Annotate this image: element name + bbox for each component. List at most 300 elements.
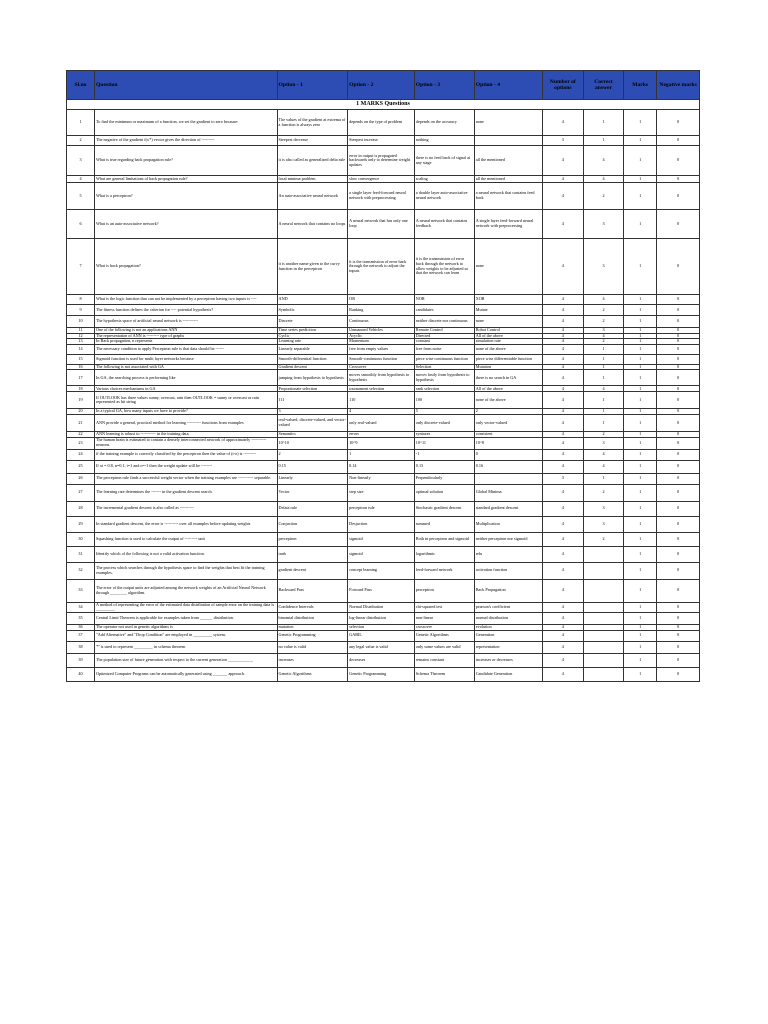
cell-correct-answer: 1: [584, 414, 624, 431]
cell-negative-marks: 0: [657, 516, 700, 532]
cell-option-3: Genetic Algorithms: [414, 630, 474, 641]
cell-number-of-options: 4: [542, 602, 583, 612]
cell-question: ANN provide a general, practical method for learning ---------- functions from examples: [94, 414, 277, 431]
cell-option-3: only some values are valid: [414, 641, 474, 653]
cell-correct-answer: [584, 612, 624, 624]
cell-marks: 1: [623, 630, 656, 641]
cell-question: If OUTLOOK has three values sunny, overcast, rain then OUTLOOK = sunny or overcast or rain represented as bit string: [94, 392, 277, 409]
table-row: [67, 210, 700, 239]
table-row: [67, 473, 700, 484]
cell-option-3: perceptron: [414, 579, 474, 602]
cell-option-4: All of the above: [474, 333, 542, 339]
cell-number-of-options: 3: [542, 136, 583, 146]
cell-sl-no: 19: [67, 392, 95, 409]
cell-correct-answer: 4: [584, 146, 624, 176]
cell-option-3: 0.13: [414, 460, 474, 473]
cell-option-4: 10^8: [474, 437, 542, 449]
table-row: [67, 136, 700, 146]
cell-option-1: Discrete: [277, 316, 348, 328]
cell-option-4: [474, 136, 542, 146]
cell-question: '*' is used to represent _________ in schema theorem: [94, 641, 277, 653]
cell-option-1: An auto-associative neural network: [277, 183, 348, 210]
cell-option-3: A neural network that contains feedback: [414, 210, 474, 239]
header-option-2: Option - 2: [348, 71, 415, 100]
cell-option-1: increases: [277, 653, 348, 667]
cell-option-4: only vector-valued: [474, 414, 542, 431]
cell-option-2: Forward Pass: [348, 579, 415, 602]
cell-option-1: Conjuction: [277, 516, 348, 532]
cell-marks: 1: [623, 653, 656, 667]
cell-option-2: slow convergence: [348, 176, 415, 183]
cell-question: The negative of the gradient f(x*) vector gives the direction of ---------: [94, 136, 277, 146]
cell-number-of-options: 3: [542, 473, 583, 484]
cell-negative-marks: 0: [657, 612, 700, 624]
table-row: [67, 532, 700, 546]
table-row: [67, 354, 700, 364]
cell-number-of-options: 4: [542, 414, 583, 431]
table-row: [67, 449, 700, 460]
cell-option-3: non-linear: [414, 612, 474, 624]
cell-marks: 1: [623, 473, 656, 484]
cell-marks: 1: [623, 579, 656, 602]
cell-sl-no: 24: [67, 449, 95, 460]
cell-option-4: Candidate Generation: [474, 667, 542, 681]
cell-number-of-options: 4: [542, 437, 583, 449]
cell-sl-no: 18: [67, 386, 95, 392]
cell-number-of-options: 4: [542, 344, 583, 354]
cell-option-1: tanh: [277, 546, 348, 562]
cell-sl-no: 28: [67, 501, 95, 516]
cell-question: In a typical GA, how many inputs we have to provide?: [94, 409, 277, 415]
cell-option-4: piece wise differentiable function: [474, 354, 542, 364]
table-row: [67, 146, 700, 176]
cell-question: Squashing function is used to calculate the output of --------- unit: [94, 532, 277, 546]
cell-option-2: 4: [348, 409, 415, 415]
cell-question: What is a perceptron?: [94, 183, 277, 210]
cell-option-1: real-valued, discrete-valued, and vector-valued: [277, 414, 348, 431]
cell-negative-marks: 0: [657, 562, 700, 579]
cell-correct-answer: 2: [584, 532, 624, 546]
cell-option-4: pearson's coefficient: [474, 602, 542, 612]
cell-option-4: Generation: [474, 630, 542, 641]
cell-negative-marks: 0: [657, 460, 700, 473]
cell-option-2: decreases: [348, 653, 415, 667]
cell-sl-no: 22: [67, 431, 95, 437]
cell-question: If xi = 0.8, n=0.1, t=1 and o=-1 then the weight update will be --------: [94, 460, 277, 473]
cell-question: The following is not associated with GA: [94, 364, 277, 370]
cell-negative-marks: 0: [657, 484, 700, 501]
cell-number-of-options: 4: [542, 339, 583, 345]
cell-option-3: Schema Theorem: [414, 667, 474, 681]
table-row: [67, 653, 700, 667]
cell-marks: 1: [623, 328, 656, 334]
cell-marks: 1: [623, 333, 656, 339]
cell-negative-marks: 0: [657, 183, 700, 210]
cell-marks: 1: [623, 316, 656, 328]
table-row: [67, 667, 700, 681]
cell-option-1: Time series prediction: [277, 328, 348, 334]
cell-marks: 1: [623, 136, 656, 146]
cell-option-3: piece wise continuous function: [414, 354, 474, 364]
cell-marks: 1: [623, 641, 656, 653]
cell-option-3: constant: [414, 339, 474, 345]
cell-correct-answer: 3: [584, 437, 624, 449]
cell-sl-no: 14: [67, 344, 95, 354]
cell-correct-answer: [584, 667, 624, 681]
cell-option-4: normal distribution: [474, 612, 542, 624]
cell-correct-answer: 1: [584, 136, 624, 146]
cell-question: The population size of future generation with respect to the current generation ____________: [94, 653, 277, 667]
header-option-3: Option - 3: [414, 71, 474, 100]
cell-option-4: Global Minima: [474, 484, 542, 501]
cell-sl-no: 17: [67, 370, 95, 386]
cell-option-1: it is another name given to the curvy function in the perceptron: [277, 239, 348, 295]
cell-negative-marks: 0: [657, 624, 700, 630]
cell-option-4: none of the above: [474, 392, 542, 409]
cell-correct-answer: 3: [584, 328, 624, 334]
cell-marks: 1: [623, 210, 656, 239]
cell-question: A method of representing the error of the estimated data distribution of sample error on the training data is _________: [94, 602, 277, 612]
cell-number-of-options: 4: [542, 484, 583, 501]
cell-correct-answer: 4: [584, 460, 624, 473]
cell-option-1: Genetic Programming: [277, 630, 348, 641]
cell-option-4: relu: [474, 546, 542, 562]
cell-marks: 1: [623, 409, 656, 415]
cell-option-3: optimal solution: [414, 484, 474, 501]
cell-correct-answer: 4: [584, 295, 624, 305]
cell-option-1: Proportionate selection: [277, 386, 348, 392]
cell-marks: 1: [623, 364, 656, 370]
cell-sl-no: 9: [67, 305, 95, 316]
cell-option-1: Delata rule: [277, 501, 348, 516]
cell-marks: 1: [623, 532, 656, 546]
cell-number-of-options: 4: [542, 305, 583, 316]
cell-option-3: free from noise: [414, 344, 474, 354]
cell-negative-marks: 0: [657, 316, 700, 328]
cell-option-2: free from empty values: [348, 344, 415, 354]
cell-marks: 1: [623, 501, 656, 516]
cell-option-3: moves fastly from hypothesis to hypothesis: [414, 370, 474, 386]
cell-option-4: 0.16: [474, 460, 542, 473]
table-row: [67, 562, 700, 579]
cell-question: "Add Alternative" and "Drop Condition" are employed in _________ system.: [94, 630, 277, 641]
cell-option-4: none: [474, 316, 542, 328]
table-row: [67, 295, 700, 305]
cell-option-2: Ranking: [348, 305, 415, 316]
cell-sl-no: 38: [67, 641, 95, 653]
cell-number-of-options: 4: [542, 449, 583, 460]
cell-sl-no: 23: [67, 437, 95, 449]
cell-number-of-options: 4: [542, 386, 583, 392]
cell-question: The incremental gradient descent is also called as ----------: [94, 501, 277, 516]
cell-question: The error of the output units are adjusted among the network weights of an Artificial Neural Network through ________ algorithm.: [94, 579, 277, 602]
cell-number-of-options: 4: [542, 641, 583, 653]
cell-question: ANN learning is robust to ----------- in the training data.: [94, 431, 277, 437]
table-row: [67, 316, 700, 328]
cell-option-2: log-linear distribution: [348, 612, 415, 624]
cell-correct-answer: 1: [584, 473, 624, 484]
cell-option-3: crossover: [414, 624, 474, 630]
cell-option-4: A single layer feed-forward neural network with preprocessing: [474, 210, 542, 239]
cell-sl-no: 15: [67, 354, 95, 364]
cell-correct-answer: 2: [584, 339, 624, 345]
cell-correct-answer: 4: [584, 176, 624, 183]
cell-sl-no: 20: [67, 409, 95, 415]
cell-option-3: feed-forward network: [414, 562, 474, 579]
cell-question: The necessary condition to apply Perceptron rule is that data should be ------: [94, 344, 277, 354]
cell-sl-no: 12: [67, 333, 95, 339]
table-row: [67, 579, 700, 602]
cell-sl-no: 25: [67, 460, 95, 473]
cell-option-1: 10^10: [277, 437, 348, 449]
cell-negative-marks: 0: [657, 339, 700, 345]
cell-negative-marks: 0: [657, 354, 700, 364]
cell-number-of-options: 4: [542, 546, 583, 562]
cell-sl-no: 31: [67, 546, 95, 562]
cell-sl-no: 39: [67, 653, 95, 667]
cell-correct-answer: 3: [584, 239, 624, 295]
header-option-1: Option - 1: [277, 71, 348, 100]
cell-option-2: any legal value is valid: [348, 641, 415, 653]
cell-number-of-options: 4: [542, 630, 583, 641]
cell-option-1: Learning rate: [277, 339, 348, 345]
cell-correct-answer: 2: [584, 431, 624, 437]
cell-negative-marks: 0: [657, 110, 700, 136]
cell-option-4: all the mentioned: [474, 176, 542, 183]
cell-option-4: XOR: [474, 295, 542, 305]
cell-option-1: The values of the gradient at extrema of a function is always zero: [277, 110, 348, 136]
cell-option-3: scaling: [414, 176, 474, 183]
cell-number-of-options: 4: [542, 562, 583, 579]
cell-option-2: sigmoid: [348, 546, 415, 562]
cell-question: The hypothesis space of artificial neural network is -----------: [94, 316, 277, 328]
cell-option-2: perceptron rule: [348, 501, 415, 516]
cell-sl-no: 5: [67, 183, 95, 210]
cell-option-2: sigmoid: [348, 532, 415, 546]
cell-option-1: AND: [277, 295, 348, 305]
cell-option-4: none: [474, 239, 542, 295]
cell-option-4: [474, 473, 542, 484]
header-correct-answer: Correct answer: [584, 71, 624, 100]
cell-correct-answer: [584, 653, 624, 667]
table-row: [67, 641, 700, 653]
header-negative-marks: Negative marks: [657, 71, 700, 100]
table-row: [67, 546, 700, 562]
cell-correct-answer: [584, 546, 624, 562]
section-row: [67, 100, 700, 110]
cell-number-of-options: 4: [542, 392, 583, 409]
cell-sl-no: 37: [67, 630, 95, 641]
cell-question: if the training example is correctly classified by the perceptron then the value of (t-o) is ---------: [94, 449, 277, 460]
cell-sl-no: 32: [67, 562, 95, 579]
cell-negative-marks: 0: [657, 333, 700, 339]
cell-number-of-options: 4: [542, 409, 583, 415]
cell-number-of-options: 4: [542, 176, 583, 183]
cell-question: What is the logic function that can not be implemented by a perceptron having two inputs is ----: [94, 295, 277, 305]
cell-sl-no: 33: [67, 579, 95, 602]
cell-sl-no: 34: [67, 602, 95, 612]
cell-option-1: mutation: [277, 624, 348, 630]
table-row: [67, 630, 700, 641]
cell-number-of-options: 4: [542, 183, 583, 210]
cell-marks: 1: [623, 305, 656, 316]
table-row: [67, 501, 700, 516]
cell-option-4: Back Propagation: [474, 579, 542, 602]
cell-option-1: local minima problem: [277, 176, 348, 183]
cell-option-4: 2: [474, 409, 542, 415]
cell-option-2: tournament selection: [348, 386, 415, 392]
cell-option-2: Continuous: [348, 316, 415, 328]
cell-sl-no: 21: [67, 414, 95, 431]
cell-option-4: Multiplication: [474, 516, 542, 532]
cell-option-1: Smooth-differential function: [277, 354, 348, 364]
cell-question: What is true regarding back propagation rule?: [94, 146, 277, 176]
cell-marks: 1: [623, 612, 656, 624]
cell-option-3: Remote Control: [414, 328, 474, 334]
cell-option-2: Unmanned Vehicles: [348, 328, 415, 334]
table-row: [67, 516, 700, 532]
cell-option-3: Both in perceptron and sigmoid: [414, 532, 474, 546]
cell-sl-no: 11: [67, 328, 95, 334]
cell-number-of-options: 4: [542, 653, 583, 667]
cell-option-2: moves smoothly from hypothesis to hypothesis: [348, 370, 415, 386]
cell-number-of-options: 4: [542, 667, 583, 681]
table-body: [67, 100, 700, 682]
cell-correct-answer: 1: [584, 392, 624, 409]
cell-number-of-options: 4: [542, 316, 583, 328]
table-row: [67, 305, 700, 316]
cell-sl-no: 3: [67, 146, 95, 176]
table-row: [67, 460, 700, 473]
table-row: [67, 437, 700, 449]
cell-option-4: all the mentioned: [474, 146, 542, 176]
cell-option-2: step size: [348, 484, 415, 501]
cell-option-3: syntaxes: [414, 431, 474, 437]
cell-sl-no: 26: [67, 473, 95, 484]
cell-negative-marks: 0: [657, 176, 700, 183]
cell-negative-marks: 0: [657, 437, 700, 449]
cell-sl-no: 4: [67, 176, 95, 183]
cell-option-1: Linearly separable: [277, 344, 348, 354]
cell-option-4: evolution: [474, 624, 542, 630]
cell-negative-marks: 0: [657, 449, 700, 460]
cell-number-of-options: 4: [542, 364, 583, 370]
cell-option-4: increases or decreases: [474, 653, 542, 667]
table-row: [67, 414, 700, 431]
cell-negative-marks: 0: [657, 344, 700, 354]
cell-marks: 1: [623, 239, 656, 295]
cell-option-4: 0: [474, 449, 542, 460]
cell-option-3: 100: [414, 392, 474, 409]
cell-correct-answer: 2: [584, 316, 624, 328]
cell-correct-answer: 2: [584, 305, 624, 316]
cell-negative-marks: 0: [657, 295, 700, 305]
cell-option-1: no value is valid: [277, 641, 348, 653]
cell-marks: 1: [623, 414, 656, 431]
cell-option-2: concept learning: [348, 562, 415, 579]
cell-option-3: there is no feed back of signal at any stage: [414, 146, 474, 176]
cell-option-1: 3: [277, 409, 348, 415]
cell-negative-marks: 0: [657, 602, 700, 612]
cell-sl-no: 13: [67, 339, 95, 345]
cell-option-2: 110: [348, 392, 415, 409]
cell-option-2: it is the transmission of error back through the network to adjust the inputs: [348, 239, 415, 295]
cell-option-3: -1: [414, 449, 474, 460]
cell-number-of-options: 4: [542, 333, 583, 339]
header-option-4: Option - 4: [474, 71, 542, 100]
header-marks: Marks: [623, 71, 656, 100]
cell-option-3: rank selection: [414, 386, 474, 392]
cell-negative-marks: 0: [657, 239, 700, 295]
cell-marks: 1: [623, 516, 656, 532]
cell-question: In GA, the searching process is performing like: [94, 370, 277, 386]
cell-correct-answer: 1: [584, 409, 624, 415]
cell-option-2: Desjuction: [348, 516, 415, 532]
cell-sl-no: 10: [67, 316, 95, 328]
cell-sl-no: 27: [67, 484, 95, 501]
cell-option-4: a neural network that contains feed back: [474, 183, 542, 210]
table-row: [67, 176, 700, 183]
cell-option-2: Normal Distribution: [348, 602, 415, 612]
table-row: [67, 612, 700, 624]
cell-question: To find the minimum or maximum of a function, we set the gradient to zero because:: [94, 110, 277, 136]
table-row: [67, 183, 700, 210]
cell-sl-no: 35: [67, 612, 95, 624]
cell-option-4: activation function: [474, 562, 542, 579]
cell-correct-answer: 3: [584, 516, 624, 532]
cell-option-1: jumping from hypothesis to hypothesis: [277, 370, 348, 386]
cell-number-of-options: 4: [542, 431, 583, 437]
cell-option-1: 0.15: [277, 460, 348, 473]
cell-number-of-options: 4: [542, 210, 583, 239]
table-row: [67, 392, 700, 409]
cell-option-3: Directed: [414, 333, 474, 339]
cell-option-2: Genetic Programming: [348, 667, 415, 681]
cell-option-4: none: [474, 110, 542, 136]
cell-option-2: error in output is propagated backwards only to determine weight updates: [348, 146, 415, 176]
cell-option-4: representation: [474, 641, 542, 653]
cell-number-of-options: 4: [542, 370, 583, 386]
cell-correct-answer: [584, 579, 624, 602]
cell-correct-answer: 1: [584, 344, 624, 354]
cell-option-2: Steepest increase: [348, 136, 415, 146]
cell-number-of-options: 4: [542, 239, 583, 295]
cell-correct-answer: 2: [584, 183, 624, 210]
cell-option-2: Non-linearly: [348, 473, 415, 484]
cell-marks: 1: [623, 295, 656, 305]
cell-question: One of the following is not an applications ANN: [94, 328, 277, 334]
cell-option-1: Symbolic: [277, 305, 348, 316]
cell-option-3: summed: [414, 516, 474, 532]
question-bank-table: [66, 70, 700, 682]
cell-option-4: All of the above: [474, 386, 542, 392]
cell-correct-answer: 3: [584, 501, 624, 516]
cell-negative-marks: 0: [657, 473, 700, 484]
cell-sl-no: 40: [67, 667, 95, 681]
cell-negative-marks: 0: [657, 431, 700, 437]
cell-option-1: Cyclic: [277, 333, 348, 339]
cell-marks: 1: [623, 344, 656, 354]
cell-negative-marks: 0: [657, 136, 700, 146]
cell-option-3: depends on the accuracy: [414, 110, 474, 136]
cell-option-2: OR: [348, 295, 415, 305]
cell-sl-no: 7: [67, 239, 95, 295]
cell-option-4: Mutation: [474, 364, 542, 370]
cell-number-of-options: 4: [542, 612, 583, 624]
cell-marks: 1: [623, 146, 656, 176]
cell-negative-marks: 0: [657, 305, 700, 316]
cell-option-3: Perpendicularly: [414, 473, 474, 484]
